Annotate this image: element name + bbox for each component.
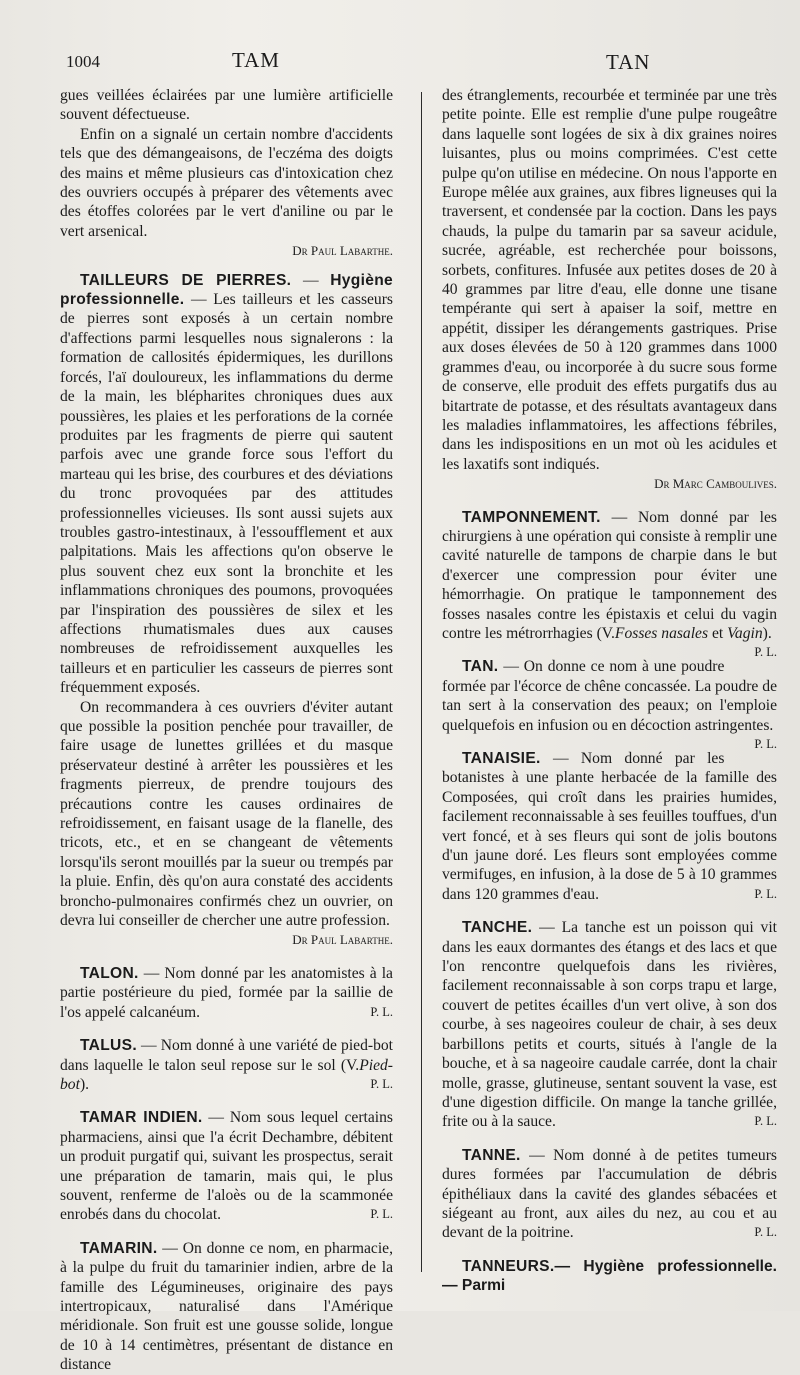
- entry-body-mid: et: [708, 624, 728, 642]
- entry-headword: TAMAR INDIEN.: [80, 1109, 203, 1127]
- entry-headword: TANNE.: [462, 1146, 521, 1164]
- entry-tanaisie: [442, 749, 777, 904]
- running-header: [0, 44, 800, 74]
- entry-tanche: [442, 918, 777, 1131]
- header-right-word: TAN: [606, 50, 651, 74]
- page-number: 1004: [66, 52, 100, 71]
- entry-tan: [442, 657, 777, 751]
- entry-body-end: ).: [79, 1075, 90, 1093]
- entry-headword: TALON.: [80, 964, 139, 982]
- author-initials: P. L.: [754, 645, 777, 660]
- author-signature: Dr Paul Labarthe.: [292, 932, 393, 948]
- cross-reference: Pied-bot: [60, 1056, 393, 1093]
- entry-body: — Nom donné par les botanistes à une plante herbacée de la famille des Composées, qui croît dans les prairies humides, facilement reconnaissable à ses feuilles touffues, d'un vert foncé, et à ses fleurs qui sont de jolis boutons d'un jaune doré. Les fleurs sont employées comme vermifuges, en infusion, à la dose de 5 à 10 grammes dans 120 grammes d'eau.: [442, 750, 777, 903]
- continuation-text: des étranglements, recourbée et terminée par une très petite pointe. Elle est remplie d'une pulpe rougeâtre dans laquelle sont logées de six à dix graines noires luisantes, plus ou moins comprimées. C'est cette pulpe qu'on utilise en médecine. On nous l'apporte en Europe mêlée aux graines, aux fibres ligneuses qui la traversent, et condensée par la coction. Dans les pays chauds, la pulpe du tamarin par sa saveur acidule, sucrée, agréable, est recherchée pour boissons, sorbets, confitures. Infusée aux petites doses de 20 à 40 grammes par litre d'eau, elle donne une tisane tempérante qui sert à apaiser la soif, mettre en appétit, dissiper les dérangements gastriques. Prise aux doses élevées de 50 à 120 grammes dans 1000 grammes d'eau, ou incorporée à du sucre sous forme de conserve, elle produit des effets purgatifs dus au bitartrate de potasse, et des résultats avantageux dans les maladies inflammatoires, les affections fébriles, dans les indispositions en un mot où les acidules et les laxatifs sont indiqués.: [442, 87, 777, 473]
- entry-talon: [60, 964, 393, 1022]
- continuation-paragraph: Enfin on a signalé un certain nombre d'accidents tels que des démangeaisons, de l'eczéma des doigts des mains et même plusieurs cas d'intoxication chez des ouvriers occupés à préparer des vêtements avec des étoffes colorées par le vert d'aniline ou par le vert arsenical.: [60, 125, 393, 240]
- cross-reference: Fosses nasales: [614, 624, 709, 642]
- entry-body: — Nom sous lequel certains pharmaciens, ainsi que l'a écrit Dechambre, débitent un produit purgatif qui, suivant les prospectus, serait une préparation de tamarin, mais qui, le plus souvent, renferme de l'aloès ou de la scammonée enrobés dans du chocolat.: [60, 1109, 393, 1224]
- entry-headword: TAMARIN.: [80, 1239, 158, 1257]
- entry-tanneurs: [442, 1257, 777, 1296]
- entry-body: — La tanche est un poisson qui vit dans les eaux dormantes des étangs et des lacs et que l'on rencontre quelquefois dans les rivières, facilement reconnaissable à son corps trapu et large, couvert de petites écailles d'un vert olive, à son dos courbe, à ses nageoires couleur de chair, à ses deux barbillons petits et courts, situés à l'angle de la bouche, et à sa nageoire caudale carrée, dont la chair molle, grasse, glutineuse, sentant souvent la vase, est d'une digestion difficile. On mange la tanche grillée, frite ou à la sauce.: [442, 919, 777, 1131]
- entry-headword: TALUS.: [80, 1037, 137, 1055]
- entry-body: — On donne ce nom, en pharmacie, à la pulpe du fruit du tamarinier indien, arbre de la famille des Légumineuses, originaire des pays intertropicaux, naturalisé dans l'Amérique méridionale. Son fruit est une gousse solide, longue de 10 à 14 centimètres, présentant de distance en distance: [60, 1239, 393, 1374]
- entry-tamarin: [60, 1239, 393, 1375]
- entry-body: — Les tailleurs et les casseurs de pierres sont exposés à un certain nombre d'affections parmi lesquelles nous signalerons : la formation de callosités épidermiques, les durillons forcés, l'aï douloureux, les inflammations du derme de la main, les blépharites chroniques dues aux poussières, les plaies et les perforations de la cornée produites par les fragments de pierre qui sautent parfois avec une grande force sous l'effort du marteau qui les brise, des courbures et des déviations du tronc provoquées par des attitudes professionnelles vicieuses. Ils sont aussi sujets aux troubles gastro-intestinaux, à l'essoufflement et aux palpitations. Mais les affections qu'on observe le plus souvent chez eux sont la bronchite et les inflammations chroniques des poumons, provoquées par l'inspiration des poussières de silex et les affections rhumatismales dues aux causes nombreuses de refroidissement auxquelles les tailleurs et en particulier les casseurs de pierres sont fréquemment exposés.: [60, 291, 393, 697]
- column-divider: [421, 92, 422, 1272]
- cross-reference-2: Vagin: [727, 624, 763, 642]
- author-signature: Dr Paul Labarthe.: [292, 243, 393, 259]
- entry-headword: TAN.: [462, 658, 499, 676]
- entry-headword: TANAISIE.: [462, 750, 541, 767]
- entry-body: — On donne ce nom à une poudre formée par l'écorce de chêne concassée. La poudre de tan sert à la conservation des peaux; on l'emploie quelquefois en infusion ou en décoction astringentes.: [442, 658, 777, 734]
- entry-headword: TANNEURS.: [462, 1257, 555, 1275]
- entry-body-end: ).: [762, 624, 772, 642]
- entry-body: — Hygiène professionnelle. — Parmi: [442, 1257, 777, 1295]
- entry-headword: TAILLEURS DE PIERRES.: [80, 271, 292, 289]
- author-initials: P. L.: [370, 1076, 393, 1091]
- entry-headword: TANCHE.: [462, 919, 533, 937]
- entry-continuation-left: [60, 86, 393, 261]
- entry-headword: TAMPONNEMENT.: [462, 508, 601, 526]
- entry-tamar-indien: [60, 1108, 393, 1224]
- right-column: [442, 86, 777, 1296]
- author-initials: P. L.: [754, 1225, 777, 1240]
- entry-subhead: Hygiène professionnelle.: [60, 271, 393, 309]
- entry-body: — Nom donné à une variété de pied-bot dans laquelle le talon seul repose sur le sol (V.: [60, 1037, 393, 1074]
- entry-talus: [60, 1036, 393, 1094]
- author-initials: P. L.: [370, 1207, 393, 1222]
- author-signature: Dr Marc Camboulives.: [654, 476, 777, 492]
- entry-body: — Nom donné par les anatomistes à la partie postérieure du pied, formée par la saillie de l'os appelé calcanéum.: [60, 964, 393, 1021]
- header-left-word: TAM: [232, 48, 280, 72]
- continuation-text: gues veillées éclairées par une lumière artificielle souvent défectueuse.: [60, 87, 393, 124]
- author-initials: P. L.: [370, 1004, 393, 1019]
- entry-tamarin-continued: [442, 86, 777, 494]
- entry-tailleurs-de-pierres: TAILLEURS DE PIERRES. — Hygiène professionnelle. — Les tailleurs et les casseurs de pierres sont exposés à un certain nombre d'affections parmi lesquelles nous signalerons : la formation de callosités épidermiques, les durillons forcés, l'aï douloureux, les inflammations du derme de la main, les blépharites chroniques dues aux poussières, les plaies et les perforations de la cornée produites par les fragments de pierre qui sautent parfois avec une grande force sous l'effort du marteau qui les brise, des courbures et des déviations du tronc provoquées par des attitudes professionnelles vicieuses. Ils sont aussi sujets aux troubles gastro-intestinaux, à l'essoufflement et aux palpitations. Mais les affections qu'on observe le plus souvent chez eux sont la bronchite et les inflammations chroniques des poumons, provoquées par l'inspiration des poussières de silex et les affections rhumatismales dues aux causes nombreuses de refroidissement auxquelles les tailleurs et en particulier les casseurs de pierres sont fréquemment exposés. On recommandera à ces ouvriers d'éviter autant que possible la position penchée pour travailler, de faire usage de lunettes grillées et du masque préservateur destiné à arrêter les poussières et les fragments pierreux, de prendre toujours des précautions contre les causes ordinaires de refroidissement, en faisant usage de la flanelle, des tricots, etc., et en se changeant de vêtements lorsqu'ils seront mouillés par la sueur ou trempés par la pluie. Enfin, dès qu'on aura constaté des accidents broncho-pulmonaires confirmés chez un ouvrier, on devra lui conseiller de chercher une autre profession. Dr Paul Labarthe.: [60, 271, 393, 950]
- author-initials: P. L.: [754, 1114, 777, 1129]
- entry-tamponnement: [442, 508, 777, 660]
- entry-tanne: [442, 1146, 777, 1243]
- author-initials: P. L.: [754, 737, 777, 751]
- entry-paragraph: On recommandera à ces ouvriers d'éviter autant que possible la position penchée pour travailler, de faire usage de lunettes grillées et du masque préservateur destiné à arrêter les poussières et les fragments pierreux, de prendre toujours des précautions contre les causes ordinaires de refroidissement, en faisant usage de la flanelle, des tricots, etc., et en se changeant de vêtements lorsqu'ils seront mouillés par la sueur ou trempés par la pluie. Enfin, dès qu'on aura constaté des accidents broncho-pulmonaires confirmés chez un ouvrier, on devra lui conseiller de chercher une autre profession.: [60, 698, 393, 930]
- entry-body: — Nom donné à de petites tumeurs dures formées par l'accumulation de débris épithéliaux dans la cavité des glandes sébacées et siégeant au front, aux ailes du nez, au cou et au devant de la poitrine.: [442, 1146, 777, 1242]
- entry-body: — Nom donné par les chirurgiens à une opération qui consiste à remplir une cavité naturelle de tampons de charpie dans le but d'exercer une compression pour éviter une hémorrhagie. On pratique le tamponnement des fosses nasales contre les épistaxis et celui du vagin contre les métrorrhagies (V.: [442, 508, 777, 642]
- author-initials: P. L.: [754, 886, 777, 901]
- left-column: [60, 86, 393, 1375]
